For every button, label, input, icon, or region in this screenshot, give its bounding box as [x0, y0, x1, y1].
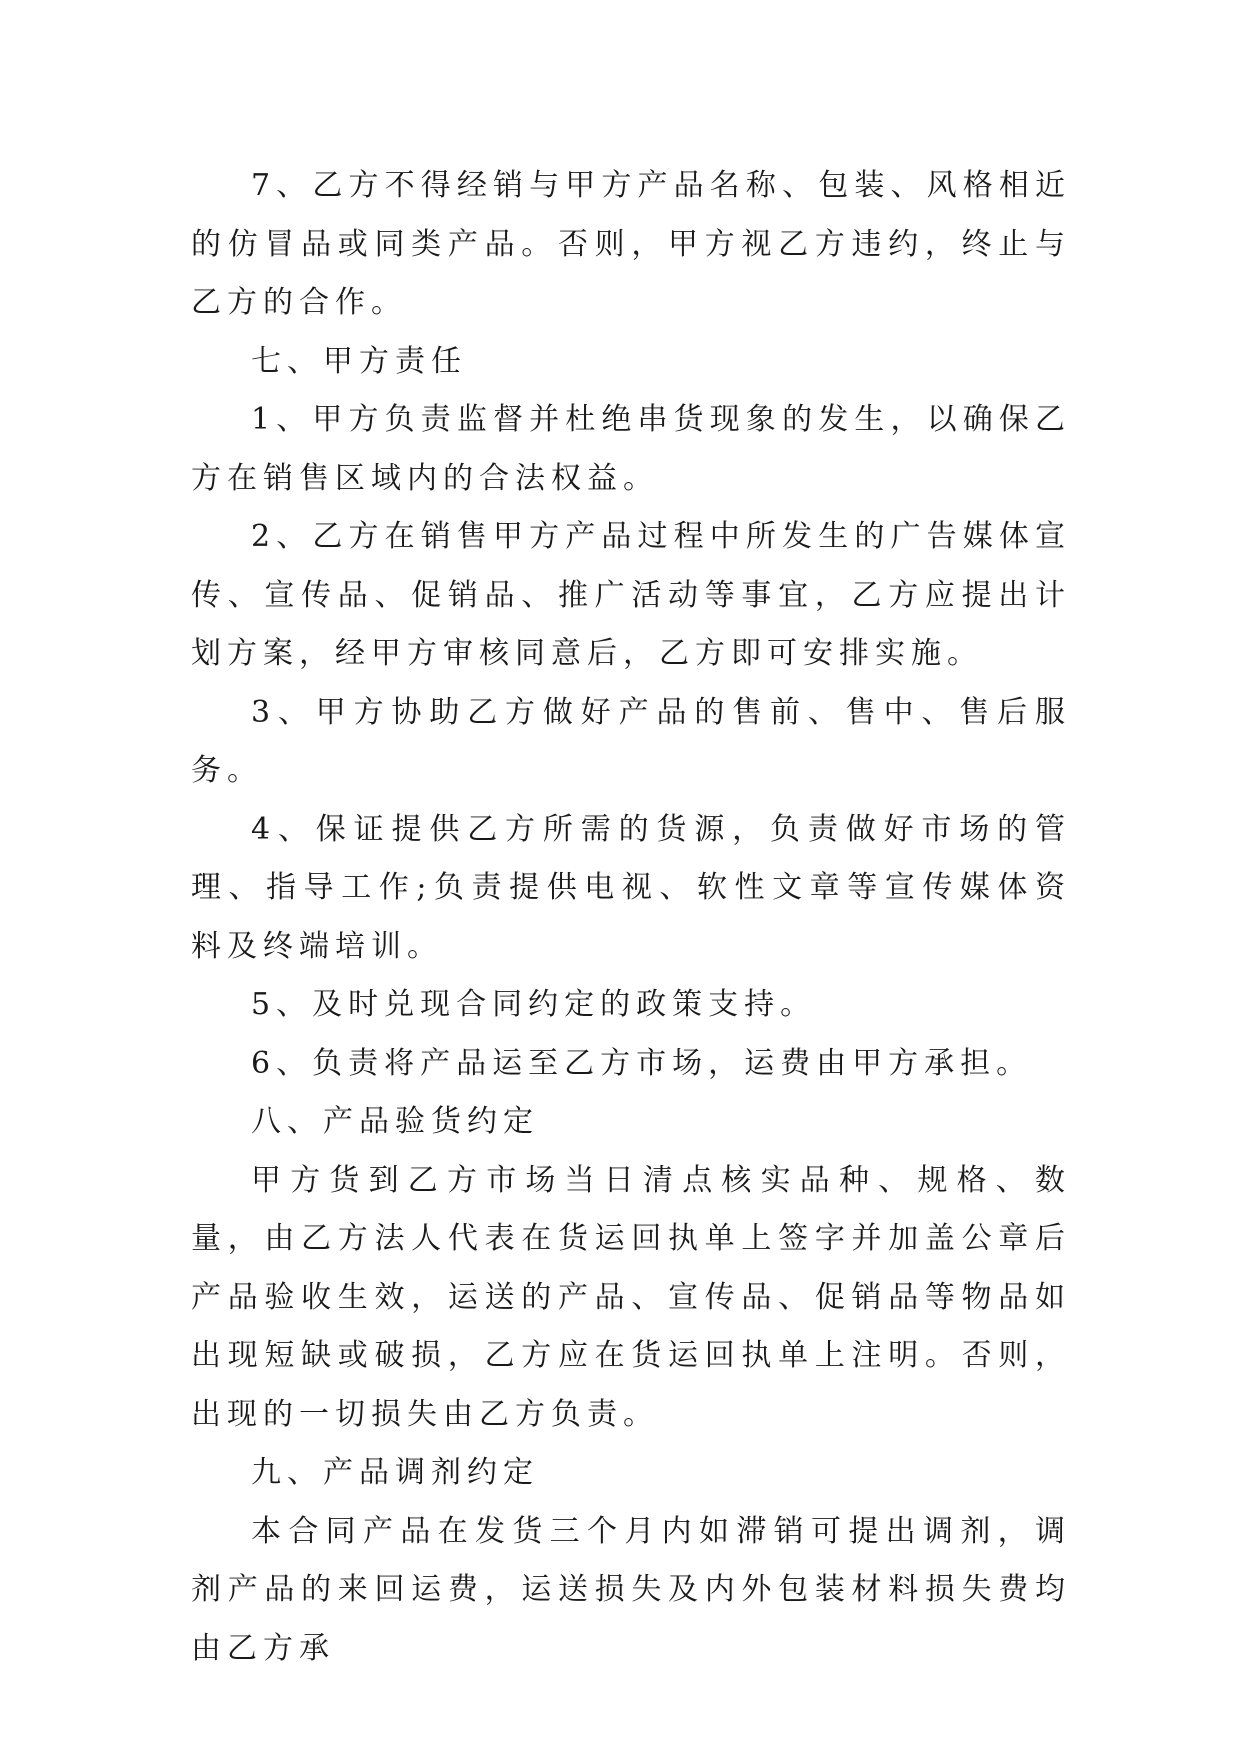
paragraph-item-2: 2、乙方在销售甲方产品过程中所发生的广告媒体宣传、宣传品、促销品、推广活动等事宜，乙方应提出计划方案，经甲方审核同意后，乙方即可安排实施。 — [191, 519, 1071, 671]
paragraph-item-1: 1、甲方负责监督并杜绝串货现象的发生，以确保乙方在销售区域内的合法权益。 — [191, 402, 1071, 496]
paragraph-item-5: 5、及时兑现合同约定的政策支持。 — [251, 987, 817, 1022]
section-heading-7: 七、甲方责任 — [251, 343, 467, 379]
paragraph-item-6: 6、负责将产品运至乙方市场，运费由甲方承担。 — [251, 1045, 1033, 1081]
paragraph-inspection: 甲方货到乙方市场当日清点核实品种、规格、数量，由乙方法人代表在货运回执单上签字并加盖公章后产品验收生效，运送的产品、宣传品、促销品等物品如出现短缺或破损，乙方应在货运回执单上注明。否则，出现的一切损失由乙方负责。 — [191, 1162, 1071, 1432]
paragraph-item-4: 4、保证提供乙方所需的货源，负责做好市场的管理、指导工作;负责提供电视、软性文章等宣传媒体资料及终端培训。 — [191, 811, 1071, 964]
paragraph-item-3: 3、甲方协助乙方做好产品的售前、售中、售后服务。 — [191, 694, 1071, 788]
document-body — [191, 157, 1071, 1678]
paragraph-adjustment: 本合同产品在发货三个月内如滞销可提出调剂，调剂产品的来回运费，运送损失及内外包装材料损失费均由乙方承 — [191, 1513, 1071, 1666]
section-heading-9: 九、产品调剂约定 — [251, 1455, 539, 1490]
section-heading-8: 八、产品验货约定 — [251, 1104, 539, 1139]
paragraph-clause-7: 7、乙方不得经销与甲方产品名称、包装、风格相近的仿冒品或同类产品。否则，甲方视乙方违约，终止与乙方的合作。 — [191, 168, 1071, 320]
